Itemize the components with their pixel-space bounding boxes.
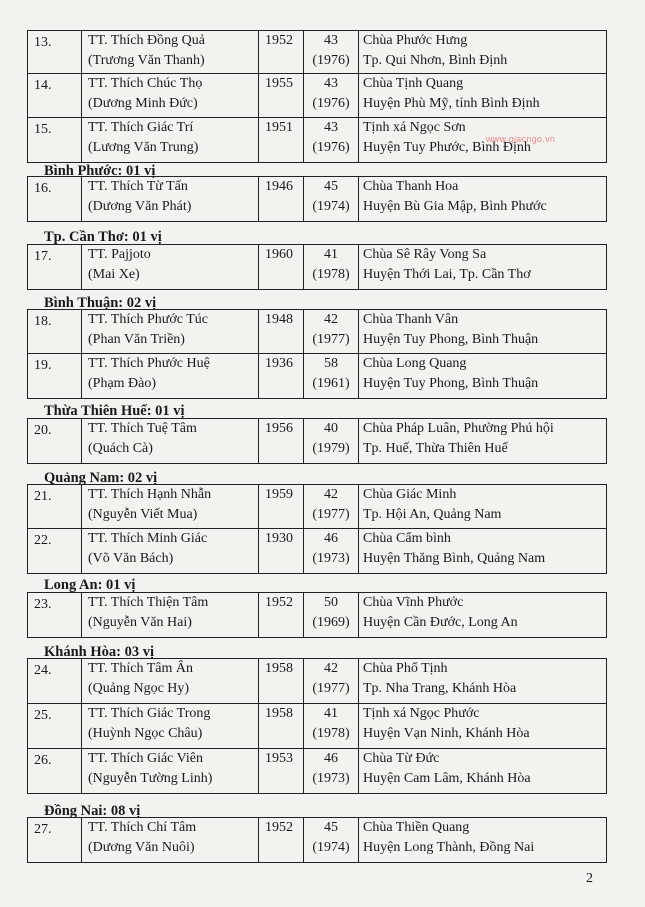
temple-location-loc: Tp. Huế, Thừa Thiên Huế: [363, 441, 508, 456]
row-number-num: 26.: [34, 753, 52, 768]
birth-year-cell: [259, 74, 304, 118]
monk-name-lay: (Huỳnh Ngọc Châu): [88, 726, 203, 741]
birth-year-year: 1958: [265, 706, 293, 721]
birth-year-cell: [259, 245, 304, 290]
birth-year-year: 1930: [265, 531, 293, 546]
age-ordination-ord: (1978): [312, 726, 350, 741]
birth-year-year: 1960: [265, 247, 293, 262]
row-number-num: 24.: [34, 663, 52, 678]
age-ordination-age: 41: [324, 706, 338, 721]
birth-year-cell: [259, 659, 304, 704]
temple-location-loc: Tp. Hội An, Quảng Nam: [363, 507, 502, 522]
monk-name-lay: (Nguyễn Văn Hai): [88, 615, 192, 630]
monk-name-lay: (Quách Cà): [88, 441, 153, 456]
birth-year-cell: [259, 704, 304, 749]
birth-year-cell: [259, 177, 304, 222]
temple-location-temple: Chùa Pháp Luân, Phường Phú hội: [363, 421, 554, 436]
table-row: [28, 593, 607, 638]
birth-year-cell: [259, 354, 304, 399]
monk-name-name: TT. Thích Chí Tâm: [88, 820, 197, 835]
temple-location-loc: Huyện Phù Mỹ, tỉnh Bình Định: [363, 96, 540, 111]
monk-name-name: TT. Thích Giác Trí: [88, 120, 194, 135]
birth-year-year: 1948: [265, 312, 293, 327]
table-row: [28, 245, 607, 290]
temple-location-loc: Huyện Tuy Phong, Bình Thuận: [363, 332, 539, 347]
temple-location-cell: [359, 310, 607, 354]
table-row: [28, 818, 607, 863]
row-number-cell: [28, 485, 82, 529]
row-number-num: 15.: [34, 122, 52, 137]
row-number-cell: [28, 593, 82, 638]
temple-location-temple: Chùa Cẩm bình: [363, 531, 451, 546]
table-row: [28, 529, 607, 574]
row-number-num: 19.: [34, 358, 52, 373]
monk-name-cell: [82, 419, 259, 464]
row-number-cell: [28, 818, 82, 863]
temple-location-cell: [359, 419, 607, 464]
birth-year-cell: [259, 310, 304, 354]
monk-name-cell: [82, 354, 259, 399]
monk-name-lay: (Dương Minh Đức): [88, 96, 198, 111]
temple-location-temple: Chùa Vĩnh Phước: [363, 595, 464, 610]
age-ordination-cell: [304, 749, 359, 794]
table-row: [28, 419, 607, 464]
age-ordination-ord: (1969): [312, 615, 350, 630]
temple-location-loc: Huyện Tuy Phước, Bình Định: [363, 140, 531, 155]
monk-name-name: TT. Thích Tâm Ân: [88, 661, 193, 676]
table-row: [28, 659, 607, 704]
monk-name-name: TT. Pajjoto: [88, 247, 151, 262]
age-ordination-ord: (1979): [312, 441, 350, 456]
age-ordination-age: 43: [324, 120, 338, 135]
birth-year-year: 1955: [265, 76, 293, 91]
temple-location-cell: [359, 245, 607, 290]
age-ordination-ord: (1976): [312, 96, 350, 111]
row-number-num: 27.: [34, 822, 52, 837]
monk-name-cell: [82, 529, 259, 574]
birth-year-year: 1953: [265, 751, 293, 766]
birth-year-year: 1956: [265, 421, 293, 436]
table-row: [28, 118, 607, 163]
section-title: Bình Thuận: 02 vị: [44, 295, 157, 311]
age-ordination-ord: (1976): [312, 53, 350, 68]
row-number-num: 22.: [34, 533, 52, 548]
birth-year-year: 1946: [265, 179, 293, 194]
age-ordination-cell: [304, 245, 359, 290]
temple-location-cell: [359, 749, 607, 794]
table-row: [28, 749, 607, 794]
monk-name-name: TT. Thích Minh Giác: [88, 531, 208, 546]
temple-location-temple: Tịnh xá Ngọc Sơn: [363, 120, 466, 135]
monk-name-lay: (Nguyễn Viết Mua): [88, 507, 198, 522]
age-ordination-cell: [304, 704, 359, 749]
age-ordination-cell: [304, 354, 359, 399]
table-row: [28, 74, 607, 118]
monk-table: [27, 30, 607, 163]
temple-location-cell: [359, 354, 607, 399]
table-row: [28, 704, 607, 749]
section-title: Bình Phước: 01 vị: [44, 163, 156, 179]
monk-name-cell: [82, 31, 259, 74]
age-ordination-cell: [304, 419, 359, 464]
section-title: Long An: 01 vị: [44, 577, 136, 593]
age-ordination-cell: [304, 818, 359, 863]
temple-location-temple: Chùa Thanh Hoa: [363, 179, 459, 194]
temple-location-temple: Chùa Phổ Tịnh: [363, 661, 448, 676]
temple-location-cell: [359, 118, 607, 163]
monk-name-cell: [82, 74, 259, 118]
age-ordination-ord: (1977): [312, 507, 350, 522]
temple-location-loc: Huyện Vạn Ninh, Khánh Hòa: [363, 726, 530, 741]
monk-name-name: TT. Thích Tuệ Tâm: [88, 421, 197, 436]
monk-name-cell: [82, 310, 259, 354]
birth-year-cell: [259, 749, 304, 794]
monk-name-lay: (Võ Văn Bách): [88, 551, 174, 566]
row-number-num: 25.: [34, 708, 52, 723]
monk-name-lay: (Trương Văn Thanh): [88, 53, 205, 68]
age-ordination-ord: (1974): [312, 199, 350, 214]
monk-table: [27, 176, 607, 222]
row-number-num: 18.: [34, 314, 52, 329]
birth-year-year: 1952: [265, 33, 293, 48]
age-ordination-age: 42: [324, 487, 338, 502]
monk-name-cell: [82, 177, 259, 222]
row-number-cell: [28, 310, 82, 354]
row-number-num: 20.: [34, 423, 52, 438]
age-ordination-ord: (1978): [312, 267, 350, 282]
temple-location-cell: [359, 704, 607, 749]
age-ordination-ord: (1961): [312, 376, 350, 391]
monk-name-lay: (Lương Văn Trung): [88, 140, 199, 155]
monk-table: [27, 418, 607, 464]
birth-year-year: 1952: [265, 595, 293, 610]
age-ordination-cell: [304, 593, 359, 638]
row-number-num: 17.: [34, 249, 52, 264]
age-ordination-ord: (1973): [312, 551, 350, 566]
temple-location-temple: Chùa Giác Minh: [363, 487, 457, 502]
age-ordination-age: 45: [324, 820, 338, 835]
row-number-cell: [28, 31, 82, 74]
section-title: Quảng Nam: 02 vị: [44, 470, 158, 486]
birth-year-cell: [259, 419, 304, 464]
monk-name-name: TT. Thích Đồng Quả: [88, 33, 205, 48]
table-row: [28, 354, 607, 399]
temple-location-temple: Chùa Thanh Vân: [363, 312, 459, 327]
table-row: [28, 177, 607, 222]
monk-name-cell: [82, 593, 259, 638]
temple-location-temple: Chùa Long Quang: [363, 356, 467, 371]
monk-name-cell: [82, 749, 259, 794]
temple-location-loc: Huyện Long Thành, Đồng Nai: [363, 840, 535, 855]
row-number-cell: [28, 118, 82, 163]
age-ordination-age: 45: [324, 179, 338, 194]
age-ordination-cell: [304, 74, 359, 118]
temple-location-loc: Huyện Tuy Phong, Bình Thuận: [363, 376, 539, 391]
section-title: Khánh Hòa: 03 vị: [44, 644, 154, 660]
age-ordination-cell: [304, 529, 359, 574]
temple-location-loc: Huyện Cần Đước, Long An: [363, 615, 518, 630]
monk-name-lay: (Phạm Đào): [88, 376, 157, 391]
monk-name-name: TT. Thích Giác Viên: [88, 751, 204, 766]
temple-location-cell: [359, 31, 607, 74]
monk-name-lay: (Nguyễn Tường Linh): [88, 771, 213, 786]
monk-name-cell: [82, 118, 259, 163]
age-ordination-age: 58: [324, 356, 338, 371]
age-ordination-cell: [304, 118, 359, 163]
section-title: Đồng Nai: 08 vị: [44, 803, 141, 819]
row-number-cell: [28, 419, 82, 464]
temple-location-loc: Huyện Bù Gia Mập, Bình Phước: [363, 199, 547, 214]
age-ordination-age: 43: [324, 33, 338, 48]
monk-name-lay: (Dương Văn Phát): [88, 199, 192, 214]
monk-name-name: TT. Thích Hạnh Nhẫn: [88, 487, 212, 502]
age-ordination-age: 43: [324, 76, 338, 91]
section-title: Tp. Cần Thơ: 01 vị: [44, 229, 162, 245]
row-number-num: 23.: [34, 597, 52, 612]
age-ordination-cell: [304, 310, 359, 354]
age-ordination-age: 41: [324, 247, 338, 262]
temple-location-temple: Chùa Phước Hưng: [363, 33, 468, 48]
row-number-cell: [28, 74, 82, 118]
temple-location-temple: Tịnh xá Ngọc Phước: [363, 706, 480, 721]
monk-table: [27, 658, 607, 794]
temple-location-temple: Chùa Sê Rây Vong Sa: [363, 247, 487, 262]
monk-table: [27, 817, 607, 863]
birth-year-year: 1951: [265, 120, 293, 135]
birth-year-year: 1952: [265, 820, 293, 835]
age-ordination-age: 40: [324, 421, 338, 436]
row-number-cell: [28, 659, 82, 704]
monk-table: [27, 484, 607, 574]
row-number-cell: [28, 354, 82, 399]
page-number: 2: [586, 871, 593, 886]
monk-name-cell: [82, 485, 259, 529]
monk-name-lay: (Mai Xe): [88, 267, 140, 282]
monk-table: [27, 592, 607, 638]
birth-year-year: 1958: [265, 661, 293, 676]
birth-year-cell: [259, 31, 304, 74]
temple-location-cell: [359, 177, 607, 222]
monk-name-name: TT. Thích Phước Túc: [88, 312, 208, 327]
temple-location-loc: Huyện Thăng Bình, Quảng Nam: [363, 551, 546, 566]
birth-year-year: 1936: [265, 356, 293, 371]
monk-name-lay: (Dương Văn Nuôi): [88, 840, 195, 855]
table-row: [28, 31, 607, 74]
temple-location-loc: Tp. Qui Nhơn, Bình Định: [363, 53, 508, 68]
temple-location-cell: [359, 593, 607, 638]
temple-location-temple: Chùa Tịnh Quang: [363, 76, 464, 91]
age-ordination-age: 46: [324, 751, 338, 766]
row-number-cell: [28, 245, 82, 290]
birth-year-cell: [259, 529, 304, 574]
age-ordination-ord: (1977): [312, 681, 350, 696]
age-ordination-cell: [304, 177, 359, 222]
row-number-num: 16.: [34, 181, 52, 196]
monk-name-name: TT. Thích Phước Huệ: [88, 356, 210, 371]
temple-location-temple: Chùa Từ Đức: [363, 751, 440, 766]
monk-name-name: TT. Thích Chúc Thọ: [88, 76, 203, 91]
monk-name-cell: [82, 245, 259, 290]
birth-year-year: 1959: [265, 487, 293, 502]
temple-location-cell: [359, 74, 607, 118]
row-number-num: 14.: [34, 78, 52, 93]
age-ordination-ord: (1976): [312, 140, 350, 155]
monk-name-name: TT. Thích Từ Tấn: [88, 179, 188, 194]
birth-year-cell: [259, 118, 304, 163]
row-number-cell: [28, 529, 82, 574]
birth-year-cell: [259, 818, 304, 863]
monk-name-cell: [82, 704, 259, 749]
monk-name-name: TT. Thích Giác Trong: [88, 706, 211, 721]
temple-location-loc: Huyện Cam Lâm, Khánh Hòa: [363, 771, 531, 786]
age-ordination-cell: [304, 31, 359, 74]
monk-name-lay: (Phan Văn Triền): [88, 332, 185, 347]
age-ordination-ord: (1974): [312, 840, 350, 855]
monk-name-name: TT. Thích Thiện Tâm: [88, 595, 209, 610]
temple-location-cell: [359, 485, 607, 529]
monk-table: [27, 244, 607, 290]
row-number-cell: [28, 704, 82, 749]
temple-location-cell: [359, 529, 607, 574]
temple-location-loc: Huyện Thới Lai, Tp. Cần Thơ: [363, 267, 531, 282]
age-ordination-age: 42: [324, 661, 338, 676]
birth-year-cell: [259, 593, 304, 638]
age-ordination-age: 42: [324, 312, 338, 327]
monk-name-lay: (Quảng Ngọc Hy): [88, 681, 190, 696]
row-number-cell: [28, 749, 82, 794]
section-title: Thừa Thiên Huế: 01 vị: [44, 403, 185, 419]
row-number-num: 21.: [34, 489, 52, 504]
age-ordination-age: 46: [324, 531, 338, 546]
age-ordination-cell: [304, 659, 359, 704]
monk-name-cell: [82, 818, 259, 863]
temple-location-cell: [359, 818, 607, 863]
temple-location-loc: Tp. Nha Trang, Khánh Hòa: [363, 681, 517, 696]
age-ordination-ord: (1977): [312, 332, 350, 347]
age-ordination-ord: (1973): [312, 771, 350, 786]
age-ordination-cell: [304, 485, 359, 529]
table-row: [28, 310, 607, 354]
row-number-cell: [28, 177, 82, 222]
table-row: [28, 485, 607, 529]
birth-year-cell: [259, 485, 304, 529]
temple-location-temple: Chùa Thiền Quang: [363, 820, 470, 835]
monk-table: [27, 309, 607, 399]
row-number-num: 13.: [34, 35, 52, 50]
age-ordination-age: 50: [324, 595, 338, 610]
temple-location-cell: [359, 659, 607, 704]
watermark-text: www.giacngo.vn: [486, 134, 556, 144]
monk-name-cell: [82, 659, 259, 704]
